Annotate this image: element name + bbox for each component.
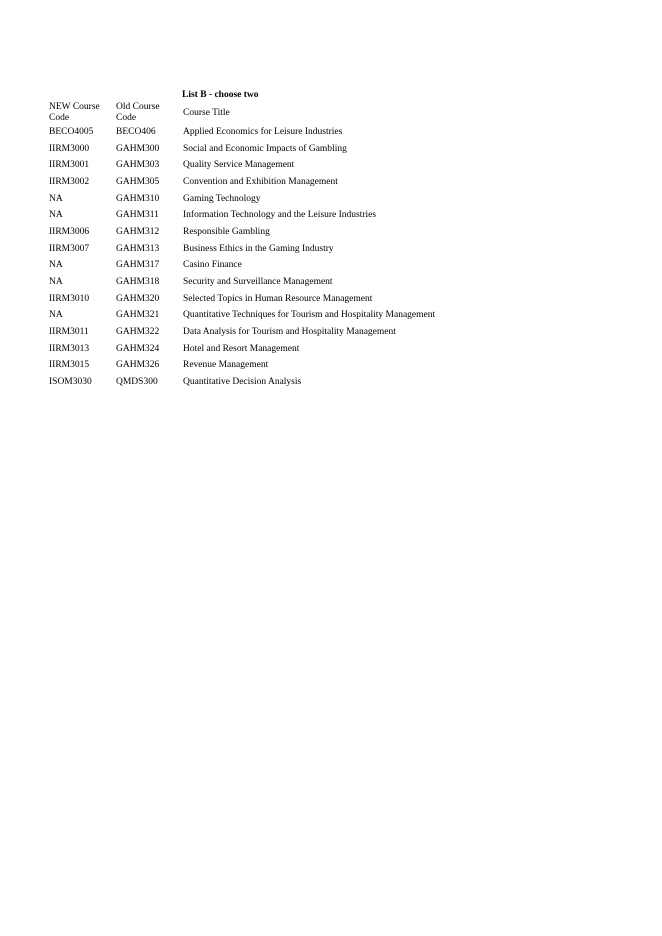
cell-new-course-code: IIRM3010 [49, 293, 90, 304]
cell-old-course-code: BECO406 [116, 126, 156, 137]
cell-new-course-code: IIRM3006 [49, 226, 90, 237]
cell-course-title: Quantitative Techniques for Tourism and Hospitality Management [183, 310, 436, 321]
cell-new-course-code: NA [49, 277, 63, 288]
table-row [47, 174, 483, 191]
cell-new-course-code: BECO4005 [49, 126, 94, 137]
table-row [47, 308, 483, 325]
cell-new-course-code: IIRM3011 [49, 327, 89, 338]
table-row [47, 141, 483, 158]
table-row [47, 374, 483, 391]
cell-course-title: Data Analysis for Tourism and Hospitality Management [183, 327, 396, 338]
cell-course-title: Responsible Gambling [183, 226, 270, 237]
cell-new-course-code: NA [49, 210, 63, 221]
cell-old-course-code: GAHM311 [116, 210, 159, 221]
table-row [47, 258, 483, 275]
cell-old-course-code: GAHM305 [116, 176, 160, 187]
table-row [47, 157, 483, 174]
cell-old-course-code: GAHM303 [116, 160, 160, 171]
cell-course-title: Selected Topics in Human Resource Management [183, 293, 373, 304]
course-table [47, 102, 483, 391]
table-row [47, 124, 483, 141]
table-row [47, 291, 483, 308]
list-title: List B - choose two [182, 90, 259, 100]
cell-old-course-code: GAHM324 [116, 343, 160, 354]
cell-new-course-code: NA [49, 310, 63, 321]
table-row [47, 324, 483, 341]
cell-course-title: Security and Surveillance Management [183, 277, 333, 288]
table-row [47, 224, 483, 241]
cell-course-title: Revenue Management [183, 360, 269, 371]
cell-new-course-code: IIRM3007 [49, 243, 90, 254]
table-row [47, 241, 483, 258]
table-row [47, 274, 483, 291]
cell-new-course-code: IIRM3002 [49, 176, 90, 187]
cell-new-course-code: IIRM3001 [49, 160, 90, 171]
cell-old-course-code: GAHM321 [116, 310, 160, 321]
cell-course-title: Casino Finance [183, 260, 242, 271]
cell-old-course-code: GAHM326 [116, 360, 160, 371]
table-row [47, 191, 483, 208]
course-rows [47, 124, 483, 391]
header-new-course-code: NEW Course Code [49, 102, 100, 123]
cell-old-course-code: GAHM300 [116, 143, 160, 154]
cell-old-course-code: GAHM318 [116, 277, 160, 288]
table-row [47, 207, 483, 224]
cell-old-course-code: GAHM312 [116, 226, 160, 237]
cell-old-course-code: QMDS300 [116, 377, 158, 388]
table-row [47, 341, 483, 358]
header-old-course-code: Old Course Code [116, 102, 160, 123]
cell-course-title: Convention and Exhibition Management [183, 176, 338, 187]
table-header-row [47, 102, 483, 124]
cell-course-title: Gaming Technology [183, 193, 261, 204]
cell-course-title: Hotel and Resort Management [183, 343, 300, 354]
cell-new-course-code: IIRM3013 [49, 343, 90, 354]
cell-old-course-code: GAHM313 [116, 243, 160, 254]
cell-new-course-code: IIRM3000 [49, 143, 90, 154]
cell-new-course-code: NA [49, 260, 63, 271]
cell-new-course-code: IIRM3015 [49, 360, 90, 371]
cell-old-course-code: GAHM322 [116, 327, 160, 338]
cell-course-title: Quality Service Management [183, 160, 295, 171]
cell-course-title: Applied Economics for Leisure Industries [183, 126, 343, 137]
cell-new-course-code: NA [49, 193, 63, 204]
cell-course-title: Business Ethics in the Gaming Industry [183, 243, 334, 254]
cell-new-course-code: ISOM3030 [49, 377, 92, 388]
header-course-title: Course Title [183, 107, 230, 118]
cell-old-course-code: GAHM317 [116, 260, 160, 271]
cell-course-title: Quantitative Decision Analysis [183, 377, 302, 388]
cell-course-title: Information Technology and the Leisure Industries [183, 210, 377, 221]
cell-course-title: Social and Economic Impacts of Gambling [183, 143, 347, 154]
cell-old-course-code: GAHM310 [116, 193, 160, 204]
cell-old-course-code: GAHM320 [116, 293, 160, 304]
table-row [47, 358, 483, 375]
